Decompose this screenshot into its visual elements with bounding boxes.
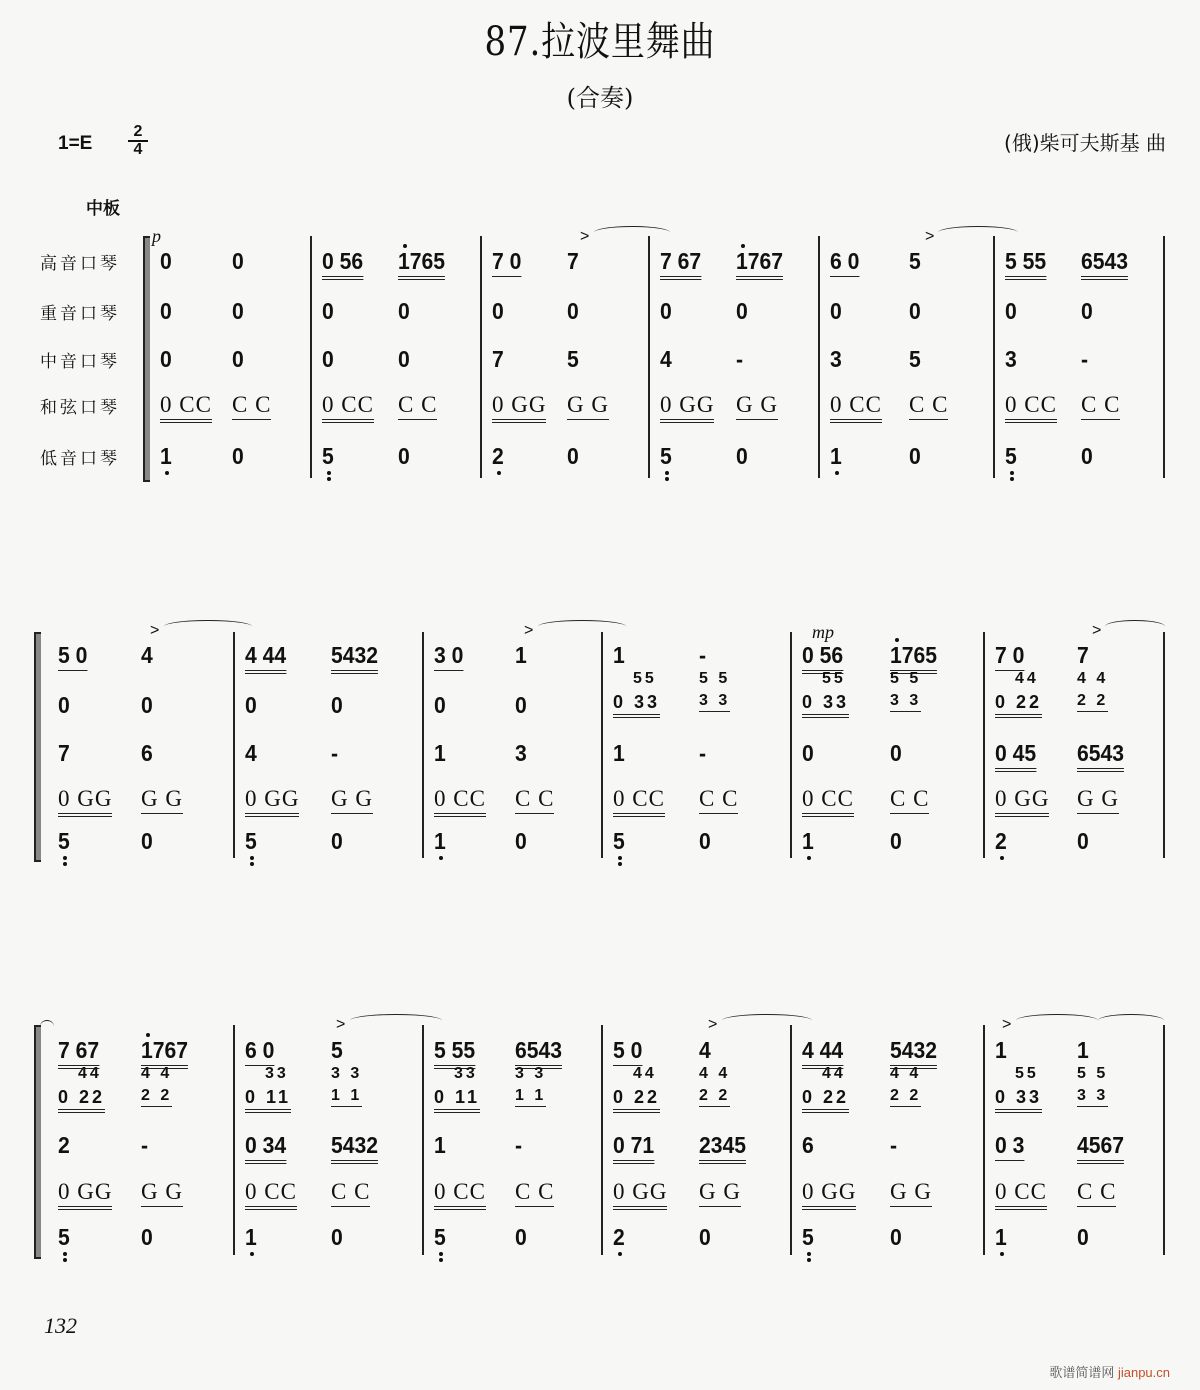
accent-mark: > <box>1092 622 1102 639</box>
high-note: 5 <box>331 1037 343 1063</box>
high-note: 3 0 <box>434 642 463 671</box>
barline <box>233 1025 235 1255</box>
high-note: 4 44 <box>802 1037 843 1069</box>
slur-tie <box>538 620 626 633</box>
bass-note: 1 <box>245 1224 257 1250</box>
chord-cell: 0 CC <box>245 1179 297 1210</box>
octave-dot-low <box>665 471 669 475</box>
chord-cell: 0 CC <box>995 1179 1047 1210</box>
high-note: 7 <box>567 248 579 274</box>
high-note: 0 56 <box>802 642 843 674</box>
chord-cell: 0 CC <box>830 392 882 423</box>
chord-cell: 0 CC <box>160 392 212 423</box>
barline <box>1163 632 1165 858</box>
high-note: 5 0 <box>58 642 87 671</box>
octave-dot-low <box>1010 477 1014 481</box>
chord-cell: C C <box>1081 392 1120 420</box>
dynamic-marking: mp <box>812 622 834 642</box>
mid-note: 6543 <box>1077 740 1124 772</box>
chord-cell: C C <box>515 1179 554 1207</box>
heavy-note: 0 <box>245 692 257 718</box>
harmony-lower: 0 22 <box>613 1087 660 1113</box>
octave-dot-low <box>327 477 331 481</box>
harmony-upper: 3 3 <box>515 1065 547 1082</box>
octave-dot-low <box>250 1252 254 1256</box>
high-note: 1 <box>995 1037 1007 1063</box>
octave-dot-low <box>439 856 443 860</box>
bass-note: 5 <box>58 1224 70 1250</box>
watermark-site: jianpu.cn <box>1117 1365 1170 1380</box>
bass-note: 0 <box>1077 828 1089 854</box>
system-bracket <box>34 1025 41 1259</box>
high-note: 5 55 <box>434 1037 475 1069</box>
chord-cell: G G <box>141 1179 183 1207</box>
system-bracket <box>143 236 150 482</box>
high-note: 7 67 <box>660 248 701 280</box>
bass-note: 0 <box>141 828 153 854</box>
mid-note: 0 <box>322 346 334 372</box>
octave-dot-low <box>439 1252 443 1256</box>
barline <box>790 632 792 858</box>
barline <box>601 632 603 858</box>
slur-tie <box>350 1014 442 1027</box>
chord-cell: 0 GG <box>245 786 299 817</box>
high-note: 1765 <box>890 642 937 674</box>
octave-dot-low <box>63 1252 67 1256</box>
slur-tie <box>594 226 670 239</box>
chord-cell: 0 GG <box>492 392 546 423</box>
slur-tie <box>1105 620 1165 633</box>
bass-note: 0 <box>1081 443 1093 469</box>
bass-note: 1 <box>995 1224 1007 1250</box>
harmony-upper: 44 <box>633 1065 657 1082</box>
harmony-upper: 3 3 <box>331 1065 363 1082</box>
high-note: 5 55 <box>1005 248 1046 280</box>
high-note: 5432 <box>890 1037 937 1069</box>
heavy-note: 0 <box>232 298 244 324</box>
harmony-upper: 55 <box>1015 1065 1039 1082</box>
harmony-lower: 3 3 <box>699 692 730 712</box>
high-note: 0 <box>160 248 172 274</box>
high-note: 1 <box>515 642 527 668</box>
harmony-upper: 4 4 <box>1077 670 1109 687</box>
harmony-upper: 55 <box>633 670 657 687</box>
harmony-lower: 2 2 <box>1077 692 1108 712</box>
mid-note: 0 <box>890 740 902 766</box>
harmony-upper: 4 4 <box>890 1065 922 1082</box>
high-note: 4 <box>699 1037 711 1063</box>
slur-tie <box>1016 1014 1098 1027</box>
bass-note: 1 <box>160 443 172 469</box>
chord-cell: 0 CC <box>322 392 374 423</box>
bass-note: 0 <box>515 828 527 854</box>
mid-note: - <box>699 740 707 766</box>
subtitle: (合奏) <box>566 84 634 112</box>
high-note: 7 0 <box>492 248 521 277</box>
high-note: 6543 <box>1081 248 1128 280</box>
mid-note: 4 <box>245 740 257 766</box>
barline <box>601 1025 603 1255</box>
chord-cell: C C <box>398 392 437 420</box>
octave-dot-high <box>741 244 745 248</box>
harmony-lower: 3 3 <box>1077 1087 1108 1107</box>
mid-note: 1 <box>434 1132 446 1158</box>
octave-dot-low <box>439 1258 443 1262</box>
heavy-note: 0 <box>331 692 343 718</box>
mid-note: 3 <box>515 740 527 766</box>
accent-mark: > <box>150 622 160 639</box>
harmony-lower: 0 22 <box>802 1087 849 1113</box>
chord-cell: G G <box>699 1179 741 1207</box>
bass-note: 5 <box>322 443 334 469</box>
high-note: 0 56 <box>322 248 363 280</box>
octave-dot-low <box>327 471 331 475</box>
mid-note: - <box>1081 346 1089 372</box>
heavy-note: 0 <box>736 298 748 324</box>
chord-cell: 0 GG <box>995 786 1049 817</box>
heavy-note: 0 <box>1005 298 1017 324</box>
harmony-upper: 5 5 <box>699 670 731 687</box>
chord-cell: C C <box>515 786 554 814</box>
heavy-note: 0 <box>830 298 842 324</box>
mid-note: 2345 <box>699 1132 746 1164</box>
octave-dot-low <box>807 856 811 860</box>
mid-note: 0 <box>232 346 244 372</box>
key-signature: 1=E <box>58 133 93 154</box>
high-note: 1765 <box>398 248 445 280</box>
mid-note: 4 <box>660 346 672 372</box>
bass-note: 2 <box>613 1224 625 1250</box>
bass-note: 1 <box>830 443 842 469</box>
bass-note: 0 <box>699 1224 711 1250</box>
octave-dot-high <box>895 638 899 642</box>
harmony-upper: 55 <box>822 670 846 687</box>
bass-note: 0 <box>736 443 748 469</box>
octave-dot-low <box>618 1252 622 1256</box>
mid-note: - <box>736 346 744 372</box>
instrument-label: 高音口琴 <box>40 254 120 274</box>
bass-note: 0 <box>567 443 579 469</box>
bass-note: 0 <box>331 1224 343 1250</box>
barline <box>480 236 482 478</box>
barline <box>648 236 650 478</box>
high-note: 1767 <box>736 248 783 280</box>
mid-note: 1 <box>613 740 625 766</box>
bass-note: 2 <box>492 443 504 469</box>
mid-note: 7 <box>58 740 70 766</box>
mid-note: - <box>515 1132 523 1158</box>
high-note: 5432 <box>331 642 378 674</box>
high-note: 5 <box>909 248 921 274</box>
mid-note: 0 <box>802 740 814 766</box>
chord-cell: G G <box>141 786 183 814</box>
octave-dot-low <box>63 856 67 860</box>
barline <box>983 1025 985 1255</box>
barline <box>993 236 995 478</box>
harmony-lower: 2 2 <box>890 1087 921 1107</box>
chord-cell: 0 CC <box>613 786 665 817</box>
dynamic-marking: p <box>152 226 161 246</box>
harmony-lower: 0 11 <box>434 1087 480 1113</box>
high-note: - <box>699 642 707 668</box>
mid-note: - <box>331 740 339 766</box>
bass-note: 5 <box>660 443 672 469</box>
octave-dot-low <box>1000 856 1004 860</box>
heavy-note: 0 <box>434 692 446 718</box>
octave-dot-low <box>165 471 169 475</box>
high-note: 0 <box>232 248 244 274</box>
barline <box>818 236 820 478</box>
harmony-lower: 0 33 <box>802 692 849 718</box>
octave-dot-low <box>250 856 254 860</box>
mid-note: 6 <box>802 1132 814 1158</box>
accent-mark: > <box>1002 1016 1012 1033</box>
barline <box>310 236 312 478</box>
octave-dot-low <box>665 477 669 481</box>
watermark-cn: 歌谱简谱网 <box>1049 1365 1115 1380</box>
accent-mark: > <box>580 228 590 245</box>
chord-cell: C C <box>1077 1179 1116 1207</box>
heavy-note: 0 <box>398 298 410 324</box>
slur-tie <box>938 226 1018 239</box>
mid-note: 0 34 <box>245 1132 286 1164</box>
harmony-lower: 1 1 <box>515 1087 546 1107</box>
chord-cell: 0 CC <box>802 786 854 817</box>
chord-cell: 0 CC <box>434 1179 486 1210</box>
chord-cell: C C <box>331 1179 370 1207</box>
tempo-marking: 中板 <box>86 199 120 218</box>
composer: (俄)柴可夫斯基 曲 <box>1004 131 1166 155</box>
bass-note: 0 <box>890 1224 902 1250</box>
system-bracket <box>34 632 41 862</box>
chord-cell: 0 GG <box>613 1179 667 1210</box>
barline <box>233 632 235 858</box>
high-note: 4 <box>141 642 153 668</box>
slur-tie <box>722 1014 812 1027</box>
mid-note: 0 3 <box>995 1132 1024 1161</box>
heavy-note: 0 <box>567 298 579 324</box>
chord-cell: 0 CC <box>1005 392 1057 423</box>
mid-note: 5432 <box>331 1132 378 1164</box>
mid-note: 5 <box>909 346 921 372</box>
heavy-note: 0 <box>909 298 921 324</box>
chord-cell: 0 GG <box>58 1179 112 1210</box>
high-note: 6543 <box>515 1037 562 1069</box>
high-note: 1 <box>1077 1037 1089 1063</box>
octave-dot-low <box>1010 471 1014 475</box>
time-signature-numerator: 2 <box>128 124 148 142</box>
chord-cell: C C <box>909 392 948 420</box>
bass-note: 1 <box>434 828 446 854</box>
bass-note: 2 <box>995 828 1007 854</box>
time-signature <box>128 124 148 158</box>
chord-cell: 0 GG <box>58 786 112 817</box>
bass-note: 5 <box>245 828 257 854</box>
harmony-upper: 44 <box>78 1065 102 1082</box>
harmony-upper: 5 5 <box>890 670 922 687</box>
high-note: 6 0 <box>830 248 859 277</box>
time-signature-denominator: 4 <box>133 141 143 158</box>
heavy-note: 0 <box>1081 298 1093 324</box>
mid-note: 0 45 <box>995 740 1036 772</box>
bass-note: 5 <box>802 1224 814 1250</box>
barline <box>1163 1025 1165 1255</box>
harmony-lower: 1 1 <box>331 1087 362 1107</box>
harmony-upper: 44 <box>1015 670 1039 687</box>
bass-note: 1 <box>802 828 814 854</box>
high-note: 7 0 <box>995 642 1024 671</box>
harmony-upper: 5 5 <box>1077 1065 1109 1082</box>
mid-note: 3 <box>830 346 842 372</box>
page-number: 132 <box>44 1313 77 1338</box>
chord-cell: 0 GG <box>802 1179 856 1210</box>
accent-mark: > <box>336 1016 346 1033</box>
harmony-lower: 0 22 <box>995 692 1042 718</box>
high-note: 7 67 <box>58 1037 99 1069</box>
high-note: 1 <box>613 642 625 668</box>
harmony-upper: 33 <box>265 1065 289 1082</box>
mid-note: - <box>890 1132 898 1158</box>
chord-cell: 0 CC <box>434 786 486 817</box>
mid-note: 0 <box>160 346 172 372</box>
chord-cell: C C <box>699 786 738 814</box>
high-note: 7 <box>1077 642 1089 668</box>
octave-dot-high <box>146 1033 150 1037</box>
harmony-lower: 0 11 <box>245 1087 291 1113</box>
octave-dot-low <box>618 862 622 866</box>
mid-note: 7 <box>492 346 504 372</box>
heavy-note: 0 <box>58 692 70 718</box>
bass-note: 5 <box>613 828 625 854</box>
octave-dot-low <box>807 1252 811 1256</box>
harmony-lower: 0 33 <box>613 692 660 718</box>
instrument-label: 和弦口琴 <box>40 398 120 418</box>
mid-note: 0 <box>398 346 410 372</box>
heavy-note: 0 <box>322 298 334 324</box>
bass-note: 5 <box>1005 443 1017 469</box>
high-note: 1767 <box>141 1037 188 1069</box>
mid-note: 2 <box>58 1132 70 1158</box>
barline <box>1163 236 1165 478</box>
mid-note: - <box>141 1132 149 1158</box>
mid-note: 0 71 <box>613 1132 654 1164</box>
chord-cell: G G <box>736 392 778 420</box>
slur-tie <box>164 620 252 633</box>
chord-cell: G G <box>331 786 373 814</box>
bass-note: 0 <box>890 828 902 854</box>
slur-tie <box>1098 1014 1164 1027</box>
harmony-upper: 33 <box>454 1065 478 1082</box>
heavy-note: 0 <box>660 298 672 324</box>
accent-mark: > <box>708 1016 718 1033</box>
mid-note: 1 <box>434 740 446 766</box>
bass-note: 0 <box>141 1224 153 1250</box>
bass-note: 5 <box>434 1224 446 1250</box>
octave-dot-low <box>250 862 254 866</box>
harmony-upper: 44 <box>822 1065 846 1082</box>
instrument-label: 中音口琴 <box>40 352 120 372</box>
chord-cell: G G <box>890 1179 932 1207</box>
mid-note: 3 <box>1005 346 1017 372</box>
octave-dot-low <box>807 1258 811 1262</box>
barline <box>983 632 985 858</box>
octave-dot-low <box>63 1258 67 1262</box>
barline <box>422 1025 424 1255</box>
slur-tie <box>40 1020 54 1033</box>
octave-dot-low <box>1000 1252 1004 1256</box>
chord-cell: 0 GG <box>660 392 714 423</box>
chord-cell: C C <box>232 392 271 420</box>
high-note: 6 0 <box>245 1037 274 1066</box>
instrument-label: 重音口琴 <box>40 304 120 324</box>
bass-note: 0 <box>1077 1224 1089 1250</box>
barline <box>422 632 424 858</box>
high-note: 4 44 <box>245 642 286 674</box>
accent-mark: > <box>925 228 935 245</box>
mid-note: 6 <box>141 740 153 766</box>
accent-mark: > <box>524 622 534 639</box>
chord-cell: G G <box>567 392 609 420</box>
instrument-label: 低音口琴 <box>40 449 120 469</box>
chord-cell: C C <box>890 786 929 814</box>
octave-dot-low <box>63 862 67 866</box>
page-title: 87.拉波里舞曲 <box>484 19 716 65</box>
octave-dot-high <box>403 244 407 248</box>
harmony-lower: 0 33 <box>995 1087 1042 1113</box>
octave-dot-low <box>618 856 622 860</box>
watermark <box>1049 1362 1170 1381</box>
harmony-upper: 4 4 <box>699 1065 731 1082</box>
harmony-upper: 4 4 <box>141 1065 173 1082</box>
harmony-lower: 2 2 <box>699 1087 730 1107</box>
harmony-lower: 2 2 <box>141 1087 172 1107</box>
octave-dot-low <box>835 471 839 475</box>
high-note: 5 0 <box>613 1037 642 1066</box>
harmony-lower: 3 3 <box>890 692 921 712</box>
harmony-lower: 0 22 <box>58 1087 105 1113</box>
bass-note: 0 <box>515 1224 527 1250</box>
heavy-note: 0 <box>160 298 172 324</box>
bass-note: 0 <box>232 443 244 469</box>
mid-note: 4567 <box>1077 1132 1124 1164</box>
heavy-note: 0 <box>515 692 527 718</box>
bass-note: 5 <box>58 828 70 854</box>
chord-cell: G G <box>1077 786 1119 814</box>
octave-dot-low <box>497 471 501 475</box>
bass-note: 0 <box>909 443 921 469</box>
bass-note: 0 <box>699 828 711 854</box>
heavy-note: 0 <box>141 692 153 718</box>
bass-note: 0 <box>398 443 410 469</box>
barline <box>790 1025 792 1255</box>
bass-note: 0 <box>331 828 343 854</box>
mid-note: 5 <box>567 346 579 372</box>
heavy-note: 0 <box>492 298 504 324</box>
